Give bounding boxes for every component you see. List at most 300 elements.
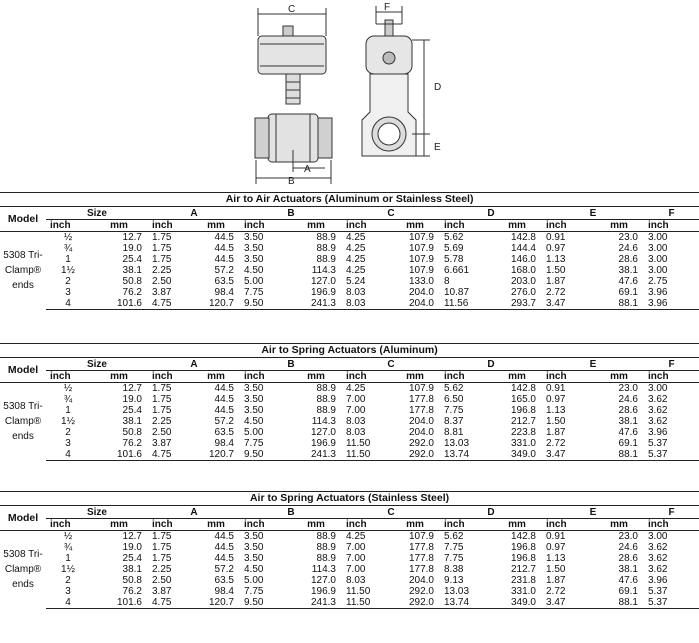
- table-cell: 331.0: [510, 438, 536, 449]
- table-cell: 8: [444, 276, 450, 287]
- table-cell: 3.00: [648, 243, 668, 254]
- table-cell: 127.0: [310, 427, 336, 438]
- table-cell: 28.6: [618, 405, 638, 416]
- table-cell: ½: [63, 383, 73, 394]
- table-cell: 1.75: [152, 405, 172, 416]
- unit-mm: mm: [192, 220, 240, 232]
- table-cell: 9.50: [240, 298, 290, 310]
- group-header-row: [0, 358, 699, 371]
- table-cell: 177.8: [408, 542, 434, 553]
- table-cell: 7.75: [444, 542, 464, 553]
- table-cell: 44.5: [214, 254, 234, 265]
- table-cell: 1.75: [152, 394, 172, 405]
- dimension-table-3: [0, 491, 699, 609]
- unit-mm: mm: [390, 519, 440, 531]
- table-row: [0, 531, 699, 543]
- table-cell: 1½: [61, 416, 75, 427]
- table-cell: 3.50: [244, 232, 264, 243]
- unit-inch: inch: [644, 220, 699, 232]
- unit-mm: mm: [492, 220, 542, 232]
- table-cell: 142.8: [510, 531, 536, 542]
- table-cell: 1.75: [152, 243, 172, 254]
- table-cell: 23.0: [618, 232, 638, 243]
- table-cell: 7.00: [346, 553, 366, 564]
- table-cell: 1.50: [546, 416, 566, 427]
- table-cell: 4.50: [244, 564, 264, 575]
- table-cell: ¾: [63, 394, 73, 405]
- table-cell: 7.75: [444, 553, 464, 564]
- table-cell: 120.7: [192, 298, 240, 310]
- table-cell: 3.87: [152, 438, 172, 449]
- unit-inch: inch: [440, 371, 492, 383]
- table-cell: 28.6: [618, 254, 638, 265]
- table-cell: 127.0: [310, 575, 336, 586]
- table-cell: 24.6: [618, 542, 638, 553]
- model-name-line: ends: [12, 280, 34, 292]
- table-cell: 3.47: [542, 298, 594, 310]
- table-cell: 3.47: [542, 449, 594, 461]
- header-d: D: [440, 358, 542, 371]
- table-cell: 1.75: [152, 232, 172, 243]
- table-cell: 3.00: [648, 232, 668, 243]
- table-cell: 23.0: [618, 531, 638, 542]
- table-cell: 44.5: [214, 553, 234, 564]
- table-cell: 69.1: [618, 287, 638, 298]
- table-cell: 2: [65, 427, 71, 438]
- table-cell: 25.4: [122, 254, 142, 265]
- table-cell: 1.75: [152, 553, 172, 564]
- header-d: D: [440, 207, 542, 220]
- table-cell: 223.8: [510, 427, 536, 438]
- table-cell: 8.03: [346, 575, 366, 586]
- table-cell: 3.87: [152, 287, 172, 298]
- table-cell: 23.0: [618, 383, 638, 394]
- table-cell: 3.62: [648, 394, 668, 405]
- table-cell: 10.87: [444, 287, 470, 298]
- table-cell: 1.87: [546, 427, 566, 438]
- table-cell: 8.03: [346, 287, 366, 298]
- table-cell: 38.1: [122, 564, 142, 575]
- table-cell: 8.03: [346, 416, 366, 427]
- table-cell: 5.00: [244, 575, 264, 586]
- table-cell: 5.69: [444, 243, 464, 254]
- table-cell: 168.0: [510, 265, 536, 276]
- table-cell: 13.74: [440, 597, 492, 609]
- table-cell: 9.50: [240, 597, 290, 609]
- table-cell: 4.25: [346, 265, 366, 276]
- table-cell: 331.0: [510, 586, 536, 597]
- table-cell: 1.50: [546, 265, 566, 276]
- table-cell: 3.96: [648, 575, 668, 586]
- table-cell: 1.13: [546, 405, 566, 416]
- unit-mm: mm: [594, 220, 644, 232]
- table-cell: 204.0: [408, 575, 434, 586]
- table-cell: 88.9: [316, 553, 336, 564]
- table-cell: 7.75: [244, 287, 264, 298]
- model-header: Model: [0, 207, 46, 232]
- table-cell: 5.62: [444, 531, 464, 542]
- table-cell: 12.7: [122, 383, 142, 394]
- unit-mm: mm: [90, 220, 148, 232]
- table-cell: 196.8: [510, 553, 536, 564]
- table-cell: 5.24: [346, 276, 366, 287]
- table-cell: 5.62: [444, 383, 464, 394]
- table-row: [0, 542, 699, 553]
- table-title-row: [0, 344, 699, 358]
- header-c: C: [342, 506, 440, 519]
- table-cell: 25.4: [122, 405, 142, 416]
- table-cell: 88.9: [316, 243, 336, 254]
- unit-inch: inch: [440, 220, 492, 232]
- table-cell: 276.0: [510, 287, 536, 298]
- header-a: A: [148, 506, 240, 519]
- table-cell: 88.9: [316, 531, 336, 542]
- table-cell: 3.50: [244, 394, 264, 405]
- table-cell: 146.0: [510, 254, 536, 265]
- header-b: B: [240, 506, 342, 519]
- table-cell: 7.75: [444, 405, 464, 416]
- valve-technical-drawing: [0, 0, 699, 190]
- table-cell: 4.50: [244, 265, 264, 276]
- table-cell: 76.2: [122, 586, 142, 597]
- table-cell: 3.00: [648, 531, 668, 542]
- table-cell: 107.9: [408, 531, 434, 542]
- table-cell: 3.00: [648, 265, 668, 276]
- table-cell: 3: [65, 586, 71, 597]
- unit-header-row: [0, 519, 699, 531]
- unit-mm: mm: [192, 371, 240, 383]
- table-cell: 5.78: [444, 254, 464, 265]
- table-cell: 107.9: [408, 254, 434, 265]
- table-cell: 5.37: [648, 586, 668, 597]
- table-cell: 241.3: [290, 597, 342, 609]
- table-cell: 1.13: [546, 553, 566, 564]
- table-cell: 1.75: [152, 383, 172, 394]
- table-cell: 98.4: [214, 586, 234, 597]
- table-cell: 3.00: [648, 254, 668, 265]
- table-cell: 11.50: [346, 586, 371, 597]
- size-header: Size: [46, 207, 148, 220]
- table-cell: 4.50: [244, 416, 264, 427]
- unit-inch: inch: [46, 220, 90, 232]
- table-cell: 13.74: [440, 449, 492, 461]
- table-cell: 177.8: [408, 405, 434, 416]
- table-cell: 107.9: [408, 232, 434, 243]
- table-cell: 4.25: [346, 243, 366, 254]
- header-f: F: [644, 506, 699, 519]
- group-header-row: [0, 207, 699, 220]
- table-cell: 4.25: [346, 531, 366, 542]
- dim-label-e: E: [434, 142, 441, 153]
- unit-mm: mm: [290, 371, 342, 383]
- unit-inch: inch: [342, 519, 390, 531]
- unit-mm: mm: [594, 519, 644, 531]
- table-cell: 4.25: [346, 254, 366, 265]
- unit-mm: mm: [390, 220, 440, 232]
- unit-mm: mm: [594, 371, 644, 383]
- model-name-line: 5308 Tri-: [3, 401, 43, 413]
- table-cell: 24.6: [618, 394, 638, 405]
- table-cell: 8.38: [444, 564, 464, 575]
- unit-header-row: [0, 371, 699, 383]
- table-cell: 142.8: [510, 232, 536, 243]
- table-cell: 5.37: [644, 597, 699, 609]
- table-cell: 144.4: [510, 243, 536, 254]
- unit-inch: inch: [148, 220, 192, 232]
- table-row: [0, 276, 699, 287]
- model-name-line: 5308 Tri-: [3, 549, 43, 561]
- table-cell: 50.8: [122, 575, 142, 586]
- table-cell: 3.47: [542, 597, 594, 609]
- table-cell: 349.0: [492, 449, 542, 461]
- table-cell: 3.62: [648, 553, 668, 564]
- unit-inch: inch: [240, 519, 290, 531]
- table-cell: 4.25: [346, 383, 366, 394]
- table-cell: 177.8: [408, 553, 434, 564]
- table-cell: 2.50: [152, 575, 172, 586]
- table-cell: 120.7: [192, 597, 240, 609]
- model-name-line: Clamp®: [4, 564, 42, 576]
- table-cell: 2.72: [546, 586, 566, 597]
- table-cell: 28.6: [618, 553, 638, 564]
- table-cell: 196.8: [510, 405, 536, 416]
- unit-inch: inch: [240, 220, 290, 232]
- table-cell: ½: [63, 232, 73, 243]
- size-header: Size: [46, 358, 148, 371]
- table-cell: 63.5: [214, 276, 234, 287]
- table-cell: 4.75: [148, 449, 192, 461]
- table-row: [0, 394, 699, 405]
- table-cell: 88.9: [316, 405, 336, 416]
- header-b: B: [240, 358, 342, 371]
- table-cell: 24.6: [618, 243, 638, 254]
- table-cell: 88.9: [316, 394, 336, 405]
- table-cell: 3: [65, 438, 71, 449]
- table-cell: 177.8: [408, 564, 434, 575]
- table-cell: ¾: [63, 243, 73, 254]
- table-cell: 4.75: [148, 597, 192, 609]
- table-cell: 7.75: [244, 586, 264, 597]
- model-name-line: ends: [12, 431, 34, 443]
- table-cell: 1.13: [546, 254, 566, 265]
- table-row: [0, 416, 699, 427]
- table-row: [0, 383, 699, 395]
- table-cell: 101.6: [90, 449, 148, 461]
- table-cell: 1.50: [546, 564, 566, 575]
- table-cell: 6.661: [444, 265, 470, 276]
- unit-mm: mm: [492, 519, 542, 531]
- header-e: E: [542, 207, 644, 220]
- table-cell: 2.25: [152, 416, 172, 427]
- table-cell: 241.3: [290, 449, 342, 461]
- table-cell: 8.37: [444, 416, 464, 427]
- table-cell: 293.7: [492, 298, 542, 310]
- header-e: E: [542, 358, 644, 371]
- table-cell: 50.8: [122, 276, 142, 287]
- table-cell: 4.25: [346, 232, 366, 243]
- table-cell: 4: [46, 449, 90, 461]
- table-cell: 177.8: [408, 394, 434, 405]
- table-cell: 1: [65, 254, 71, 265]
- table-cell: 203.0: [510, 276, 536, 287]
- table-cell: 38.1: [618, 265, 638, 276]
- table-cell: 9.50: [240, 449, 290, 461]
- table-cell: 19.0: [122, 542, 142, 553]
- table-cell: 196.9: [310, 438, 336, 449]
- table-cell: 57.2: [214, 564, 234, 575]
- table-cell: 44.5: [214, 405, 234, 416]
- unit-inch: inch: [644, 519, 699, 531]
- table-cell: 69.1: [618, 438, 638, 449]
- table-row: [0, 427, 699, 438]
- table-cell: 196.8: [510, 542, 536, 553]
- unit-inch: inch: [644, 371, 699, 383]
- table-cell: 127.0: [310, 276, 336, 287]
- table-row: [0, 265, 699, 276]
- table-cell: 47.6: [618, 276, 638, 287]
- unit-inch: inch: [342, 371, 390, 383]
- table-cell: 107.9: [408, 243, 434, 254]
- unit-inch: inch: [542, 220, 594, 232]
- table-cell: 1.75: [152, 531, 172, 542]
- table-row: [0, 564, 699, 575]
- table-cell: 8.81: [444, 427, 464, 438]
- header-e: E: [542, 506, 644, 519]
- table-cell: 57.2: [214, 265, 234, 276]
- table-cell: 3.62: [648, 405, 668, 416]
- table-cell: 3.50: [244, 553, 264, 564]
- model-name-line: Clamp®: [4, 265, 42, 277]
- table-cell: 0.97: [546, 542, 566, 553]
- table-cell: 88.1: [594, 298, 644, 310]
- unit-inch: inch: [240, 371, 290, 383]
- actuator-body: [258, 36, 326, 74]
- table-cell: 76.2: [122, 287, 142, 298]
- table-cell: 8.03: [346, 427, 366, 438]
- table-row: [0, 553, 699, 564]
- table-cell: 13.03: [444, 586, 470, 597]
- table-cell: 38.1: [122, 416, 142, 427]
- table-cell: 114.3: [311, 564, 336, 575]
- table-cell: 69.1: [618, 586, 638, 597]
- table-cell: 44.5: [214, 542, 234, 553]
- unit-inch: inch: [46, 371, 90, 383]
- table-cell: 44.5: [214, 232, 234, 243]
- table-cell: 4: [46, 597, 90, 609]
- table-cell: 7.00: [346, 564, 366, 575]
- model-name: [0, 531, 46, 609]
- table-cell: 204.0: [408, 416, 434, 427]
- model-header: Model: [0, 358, 46, 383]
- table-cell: 5.37: [644, 449, 699, 461]
- table-cell: 107.9: [408, 265, 434, 276]
- table-cell: 0.91: [546, 232, 566, 243]
- table-cell: 7.00: [346, 394, 366, 405]
- table-cell: 63.5: [214, 575, 234, 586]
- unit-inch: inch: [46, 519, 90, 531]
- model-header: Model: [0, 506, 46, 531]
- table-cell: 88.1: [594, 597, 644, 609]
- table-cell: 7.00: [346, 542, 366, 553]
- unit-mm: mm: [390, 371, 440, 383]
- unit-inch: inch: [148, 519, 192, 531]
- header-d: D: [440, 506, 542, 519]
- unit-mm: mm: [192, 519, 240, 531]
- table-cell: 4: [46, 298, 90, 310]
- unit-inch: inch: [148, 371, 192, 383]
- table-cell: 165.0: [510, 394, 536, 405]
- table-cell: 120.7: [192, 449, 240, 461]
- table-cell: 212.7: [510, 416, 536, 427]
- table-cell: 0.97: [546, 394, 566, 405]
- size-header: Size: [46, 506, 148, 519]
- table-cell: 101.6: [90, 298, 148, 310]
- table-cell: 11.50: [346, 438, 371, 449]
- unit-inch: inch: [440, 519, 492, 531]
- table-cell: 98.4: [214, 287, 234, 298]
- table-cell: 3.62: [648, 564, 668, 575]
- table-row: [0, 254, 699, 265]
- table-cell: 204.0: [408, 427, 434, 438]
- header-f: F: [644, 207, 699, 220]
- unit-mm: mm: [90, 371, 148, 383]
- table-cell: 6.50: [444, 394, 464, 405]
- table-cell: 0.91: [546, 531, 566, 542]
- table-cell: 196.9: [310, 287, 336, 298]
- table-cell: 13.03: [444, 438, 470, 449]
- table-cell: 5.00: [244, 427, 264, 438]
- unit-inch: inch: [342, 220, 390, 232]
- table-cell: 196.9: [310, 586, 336, 597]
- table-title: Air to Spring Actuators (Stainless Steel): [0, 492, 699, 506]
- dimension-table-1: [0, 192, 699, 310]
- dimension-table-2: [0, 343, 699, 461]
- table-row: [0, 575, 699, 586]
- table-cell: 204.0: [408, 287, 434, 298]
- dim-label-a: A: [304, 164, 311, 175]
- table-cell: 114.3: [311, 265, 336, 276]
- header-b: B: [240, 207, 342, 220]
- table-cell: 3.96: [648, 287, 668, 298]
- table-cell: 1.87: [546, 575, 566, 586]
- table-cell: 2.25: [152, 564, 172, 575]
- table-cell: 19.0: [122, 394, 142, 405]
- table-cell: 231.8: [510, 575, 536, 586]
- model-name: [0, 383, 46, 461]
- table-cell: 11.50: [342, 449, 390, 461]
- table-cell: 3.50: [244, 383, 264, 394]
- table-title: Air to Spring Actuators (Aluminum): [0, 344, 699, 358]
- table-cell: ½: [63, 531, 73, 542]
- table-cell: 44.5: [214, 531, 234, 542]
- header-a: A: [148, 207, 240, 220]
- table-cell: 1.75: [152, 542, 172, 553]
- table-title: Air to Air Actuators (Aluminum or Stainless Steel): [0, 193, 699, 207]
- table-cell: 3.87: [152, 586, 172, 597]
- table-cell: 8.03: [342, 298, 390, 310]
- unit-mm: mm: [492, 371, 542, 383]
- dim-label-c: C: [288, 4, 296, 15]
- table-cell: 5.00: [244, 276, 264, 287]
- table-cell: 1.87: [546, 276, 566, 287]
- table-cell: 142.8: [510, 383, 536, 394]
- group-header-row: [0, 506, 699, 519]
- unit-mm: mm: [290, 519, 342, 531]
- table-cell: 1.75: [152, 254, 172, 265]
- table-cell: 2.75: [648, 276, 668, 287]
- header-f: F: [644, 358, 699, 371]
- table-cell: 38.1: [618, 564, 638, 575]
